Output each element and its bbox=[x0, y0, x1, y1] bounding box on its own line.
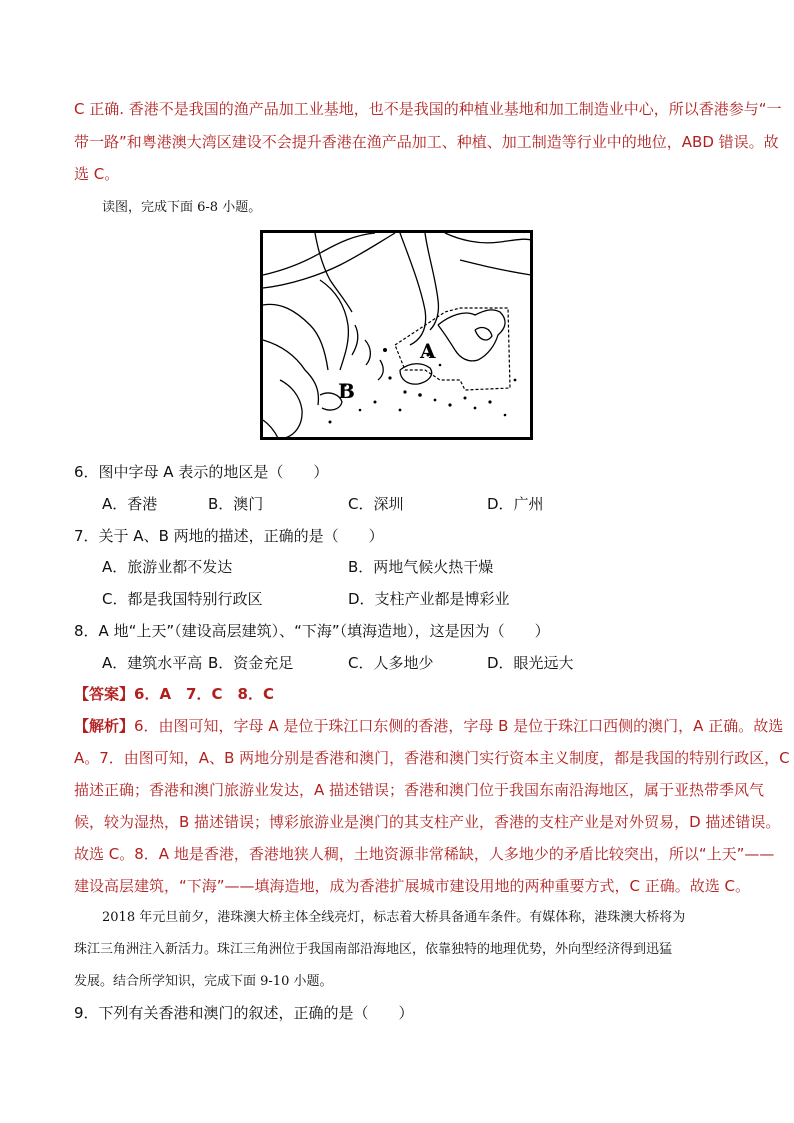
question-6-option-c: C．深圳 bbox=[348, 495, 404, 513]
question-7-option-b: B．两地气候火热干燥 bbox=[348, 558, 494, 576]
group-intro-9-10: 发展。结合所学知识，完成下面 9-10 小题。 bbox=[74, 974, 333, 989]
answer-tag: 【答案】 bbox=[74, 685, 135, 703]
analysis-line: 候，较为湿热，B 描述错误；博彩旅游业是澳门的其支柱产业，香港的支柱产业是对外贸易，D 描述错误。 bbox=[74, 813, 781, 831]
question-9-stem: 9．下列有关香港和澳门的叙述，正确的是（ ） bbox=[74, 1004, 414, 1022]
analysis-line: 描述正确；香港和澳门旅游业发达，A 描述错误；香港和澳门位于我国东南沿海地区，属于亚热带季风气 bbox=[74, 781, 765, 799]
map-label-b: B bbox=[338, 379, 355, 403]
question-8-stem: 8．A 地“上天”（建设高层建筑）、“下海”（填海造地），这是因为（ ） bbox=[74, 622, 550, 640]
question-6-stem: 6．图中字母 A 表示的地区是（ ） bbox=[74, 463, 329, 481]
question-6-option-b: B．澳门 bbox=[208, 495, 264, 513]
question-7-option-d: D．支柱产业都是博彩业 bbox=[348, 590, 510, 608]
analysis-tag: 【解析】 bbox=[74, 717, 135, 735]
analysis-line bbox=[74, 716, 783, 736]
pearl-river-delta-map bbox=[260, 230, 533, 440]
prev-explanation-line: 带一路”和粤港澳大湾区建设不会提升香港在渔产品加工、种植、加工制造等行业中的地位，ABD 错误。故 bbox=[74, 133, 779, 151]
question-8-option-d: D．眼光远大 bbox=[487, 654, 574, 672]
group-intro-9-10: 2018 年元旦前夕，港珠澳大桥主体全线亮灯，标志着大桥具备通车条件。有媒体称，港珠澳大桥将为 bbox=[102, 910, 686, 925]
prev-explanation-line: 选 C。 bbox=[74, 165, 120, 183]
question-8-option-a: A．建筑水平高 bbox=[102, 654, 203, 672]
question-8-option-c: C．人多地少 bbox=[348, 654, 434, 672]
question-7-stem: 7．关于 A、B 两地的描述，正确的是（ ） bbox=[74, 527, 384, 545]
question-6-option-d: D．广州 bbox=[487, 495, 544, 513]
group-intro-9-10: 珠江三角洲注入新活力。珠江三角洲位于我国南部沿海地区，依靠独特的地理优势，外向型经济得到迅猛 bbox=[74, 942, 673, 957]
question-7-option-a: A．旅游业都不发达 bbox=[102, 558, 233, 576]
analysis-line: A。7．由图可知，A、B 两地分别是香港和澳门，香港和澳门实行资本主义制度，都是我国的特别行政区，C bbox=[74, 749, 790, 767]
analysis-line: 故选 C。8．A 地是香港，香港地狭人稠，土地资源非常稀缺，人多地少的矛盾比较突出，所以“上天”—— bbox=[74, 845, 775, 863]
analysis-text: 6．由图可知，字母 A 是位于珠江口东侧的香港，字母 B 是位于珠江口西侧的澳门，A 正确。故选 bbox=[134, 717, 784, 735]
prev-explanation-line: C 正确. 香港不是我国的渔产品加工业基地，也不是我国的种植业基地和加工制造业中心，所以香港参与“一 bbox=[74, 100, 782, 118]
answer-text: 6．A 7．C 8．C bbox=[134, 685, 274, 703]
group-intro-6-8: 读图，完成下面 6-8 小题。 bbox=[102, 200, 262, 215]
question-7-option-c: C．都是我国特别行政区 bbox=[102, 590, 263, 608]
question-6-option-a: A．香港 bbox=[102, 495, 158, 513]
analysis-line: 建设高层建筑，“下海”——填海造地，成为香港扩展城市建设用地的两种重要方式，C 正确。故选 C。 bbox=[74, 877, 751, 895]
answer-line bbox=[74, 684, 274, 704]
map-label-a: A bbox=[420, 339, 436, 363]
question-8-option-b: B．资金充足 bbox=[208, 654, 294, 672]
